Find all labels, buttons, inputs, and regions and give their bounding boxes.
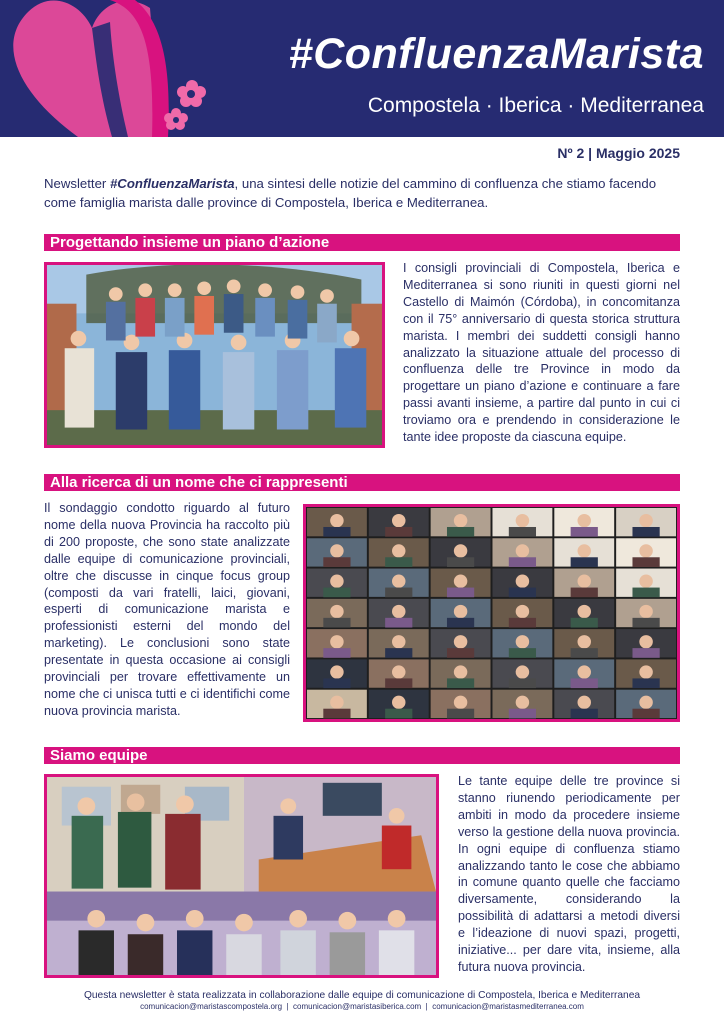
video-tile <box>554 538 614 567</box>
video-tile <box>369 538 429 567</box>
video-tile <box>554 659 614 688</box>
video-tile <box>369 629 429 658</box>
newsletter-title: #ConfluenzaMarista <box>288 30 704 78</box>
intro-paragraph <box>44 174 684 212</box>
video-tile <box>616 659 676 688</box>
heart-logo-icon <box>0 0 220 137</box>
issue-number: Nº 2 <box>557 145 585 161</box>
video-tile <box>307 599 367 628</box>
header-banner <box>0 0 724 137</box>
email-separator: | <box>425 1002 428 1011</box>
footer-credit: Questa newsletter è stata realizzata in collaborazione dalle equipe di comunicazione di Compostela, Iberica e Mediterranea <box>83 990 641 1001</box>
video-tile <box>431 599 491 628</box>
video-tile <box>492 538 552 567</box>
video-tile <box>492 629 552 658</box>
video-tile <box>554 508 614 537</box>
section-heading-teams: Siamo equipe <box>44 747 680 764</box>
footer <box>0 990 724 1011</box>
email-mediterranea[interactable]: comunicacion@maristasmediterranea.com <box>432 1002 584 1011</box>
section-text-name-search: Il sondaggio condotto riguardo al futuro nome della nuova Provincia ha raccolto più di 200 proposte, che sono state analizzate dalle equipe di comunicazione provinciali, oltre che discusse in cinque focus group (composti da vari fratelli, laici, giovani, esperti di comunicazione marista e professionisti esterni del mondo del marketing). Le conclusioni sono state presentate in questa occasione ai consigli provinciali per trovare effettivamente un nome che ci unisca tutti e ci identifichi come nuova provincia marista. <box>44 501 290 718</box>
video-tile <box>431 629 491 658</box>
intro-prefix: Newsletter <box>44 176 110 191</box>
footer-emails <box>0 1002 724 1011</box>
video-tile <box>554 690 614 719</box>
flower-icon <box>164 80 206 130</box>
video-tile <box>307 659 367 688</box>
section-heading-name-search: Alla ricerca di un nome che ci rappresenti <box>44 474 680 491</box>
section-text-teams: Le tante equipe delle tre province si stanno riunendo periodicamente per ambiti in modo da procedere insieme verso la gestione della nuova provincia. In ogni equipe di confluenza stiamo analizzando tanto le cose che abbiamo in comune quanto quelle che facciamo diversamente, considerando la possibilità di adattarsi a metodi diversi e l’ideazione di nuovi spazi, progetti, iniziative... per dare vita, insieme, alla futura nuova provincia. <box>458 774 680 974</box>
email-compostela[interactable]: comunicacion@maristascompostela.org <box>140 1002 283 1011</box>
video-tile <box>307 508 367 537</box>
video-tile <box>554 569 614 598</box>
video-tile <box>431 538 491 567</box>
video-tile <box>369 659 429 688</box>
team-photo-collage <box>44 774 439 978</box>
video-tile <box>369 508 429 537</box>
video-tile <box>492 508 552 537</box>
video-tile <box>616 538 676 567</box>
video-tile <box>554 599 614 628</box>
video-tile <box>431 508 491 537</box>
intro-text: , una sintesi delle notizie del cammino di confluenza che stiamo facendo come famiglia marista dalle province di Compostela, Iberica e Mediterranea. <box>44 176 657 210</box>
video-tile <box>616 599 676 628</box>
video-tile <box>431 690 491 719</box>
video-tile <box>369 599 429 628</box>
issue-info <box>557 145 680 161</box>
video-tile <box>307 569 367 598</box>
video-tile <box>616 690 676 719</box>
video-tile <box>431 659 491 688</box>
video-tile <box>307 538 367 567</box>
section-heading-action-plan: Progettando insieme un piano d’azione <box>44 234 680 251</box>
section-text-action-plan: I consigli provinciali di Compostela, Iberica e Mediterranea si sono riuniti in questi giorni nel Castello di Maimón (Córdoba), in concomitanza con il 75° anniversario di questa storica struttura marista. I membri dei suddetti consigli hanno analizzato la situazione attuale del processo di confluenza delle tre Province in modo da progettare un piano d’azione e continuare a fare passi avanti insieme, a partire dal punto in cui ci troviamo ora e prendendo in considerazione le tante idee proposte da ciascuna equipe. <box>403 261 680 445</box>
video-tile <box>492 659 552 688</box>
video-tile <box>307 629 367 658</box>
video-tile <box>307 690 367 719</box>
issue-date: Maggio 2025 <box>595 145 680 161</box>
group-photo-councils <box>44 262 385 448</box>
video-tile <box>369 690 429 719</box>
issue-separator: | <box>588 145 593 161</box>
video-tile <box>616 569 676 598</box>
video-tile <box>492 690 552 719</box>
video-tile <box>554 629 614 658</box>
video-tile <box>369 569 429 598</box>
email-iberica[interactable]: comunicacion@maristasiberica.com <box>293 1002 422 1011</box>
newsletter-subtitle: Compostela · Iberica · Mediterranea <box>367 94 704 117</box>
video-tile <box>492 569 552 598</box>
video-tile <box>616 629 676 658</box>
video-tile <box>616 508 676 537</box>
video-tile <box>492 599 552 628</box>
email-separator: | <box>286 1002 289 1011</box>
video-tile <box>431 569 491 598</box>
videocall-screenshot <box>303 504 680 722</box>
intro-brand: #ConfluenzaMarista <box>109 176 235 191</box>
